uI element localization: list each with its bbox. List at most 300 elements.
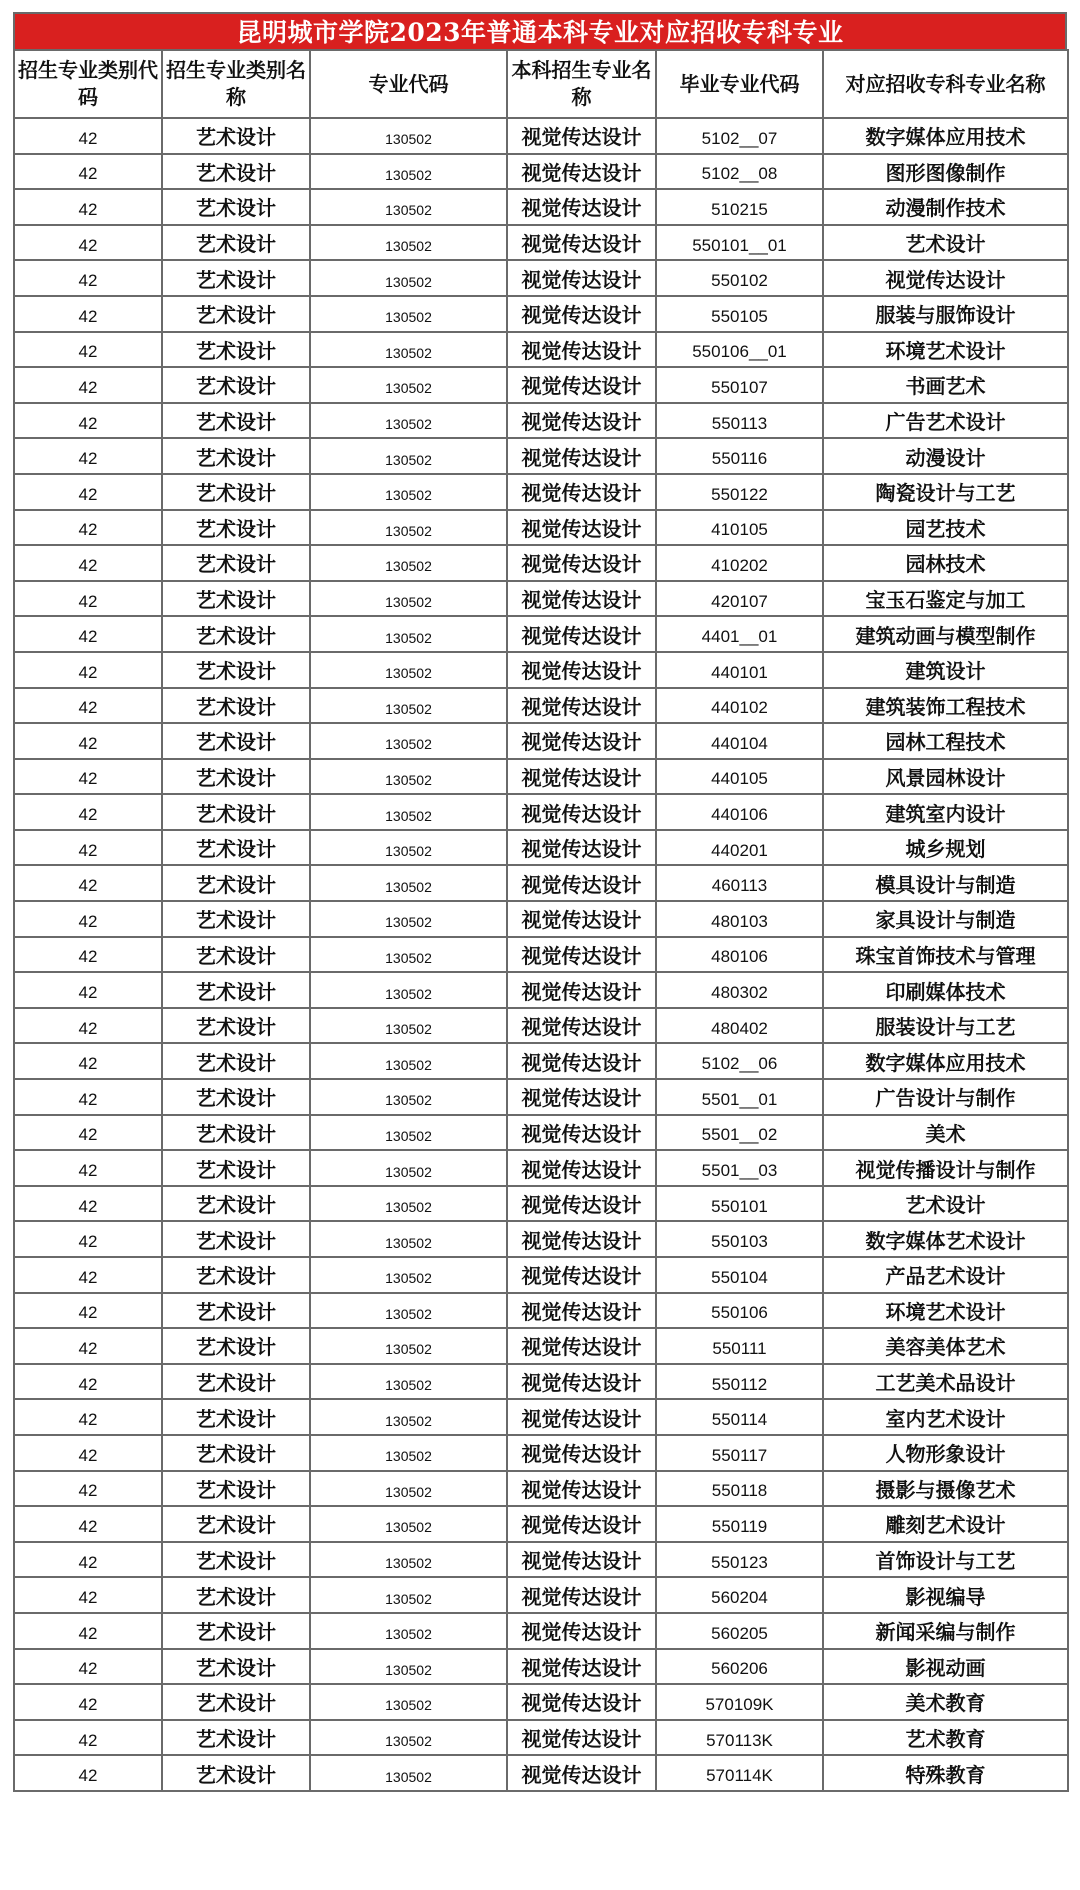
- graduate-code-cell: 440101: [656, 652, 823, 688]
- category-name-cell: 艺术设计: [162, 545, 310, 581]
- college-major-cell: 印刷媒体技术: [823, 972, 1068, 1008]
- category-code-cell: 42: [14, 118, 162, 154]
- category-code-cell: 42: [14, 1577, 162, 1613]
- college-major-cell: 建筑动画与模型制作: [823, 616, 1068, 652]
- college-major-cell: 人物形象设计: [823, 1435, 1068, 1471]
- major-code-cell: 130502: [310, 1008, 507, 1044]
- major-code-cell: 130502: [310, 1115, 507, 1151]
- major-name-cell: 视觉传达设计: [507, 1613, 656, 1649]
- header-category-name: 招生专业类别名称: [162, 50, 310, 118]
- major-code-cell: 130502: [310, 1293, 507, 1329]
- college-major-cell: 艺术设计: [823, 1186, 1068, 1222]
- category-name-cell: 艺术设计: [162, 972, 310, 1008]
- category-name-cell: 艺术设计: [162, 1115, 310, 1151]
- college-major-cell: 书画艺术: [823, 367, 1068, 403]
- major-name-cell: 视觉传达设计: [507, 652, 656, 688]
- table-row: [14, 510, 1068, 546]
- table-row: [14, 1435, 1068, 1471]
- graduate-code-cell: 410202: [656, 545, 823, 581]
- graduate-code-cell: 550118: [656, 1471, 823, 1507]
- major-name-cell: 视觉传达设计: [507, 1684, 656, 1720]
- major-code-cell: 130502: [310, 1542, 507, 1578]
- major-code-cell: 130502: [310, 118, 507, 154]
- category-code-cell: 42: [14, 1613, 162, 1649]
- major-code-cell: 130502: [310, 1150, 507, 1186]
- major-code-cell: 130502: [310, 1613, 507, 1649]
- table-row: [14, 474, 1068, 510]
- graduate-code-cell: 550113: [656, 403, 823, 439]
- table-row: [14, 1257, 1068, 1293]
- major-name-cell: 视觉传达设计: [507, 1043, 656, 1079]
- category-code-cell: 42: [14, 1043, 162, 1079]
- college-major-cell: 图形图像制作: [823, 154, 1068, 190]
- table-row: [14, 1755, 1068, 1791]
- major-name-cell: 视觉传达设计: [507, 1079, 656, 1115]
- category-code-cell: 42: [14, 1364, 162, 1400]
- college-major-cell: 视觉传播设计与制作: [823, 1150, 1068, 1186]
- major-name-cell: 视觉传达设计: [507, 1115, 656, 1151]
- category-name-cell: 艺术设计: [162, 901, 310, 937]
- table-row: [14, 1008, 1068, 1044]
- table-row: [14, 367, 1068, 403]
- major-code-cell: 130502: [310, 865, 507, 901]
- category-code-cell: 42: [14, 794, 162, 830]
- major-name-cell: 视觉传达设计: [507, 510, 656, 546]
- table-row: [14, 901, 1068, 937]
- major-name-cell: 视觉传达设计: [507, 1186, 656, 1222]
- major-name-cell: 视觉传达设计: [507, 403, 656, 439]
- college-major-cell: 园林技术: [823, 545, 1068, 581]
- graduate-code-cell: 5501__01: [656, 1079, 823, 1115]
- graduate-code-cell: 570113K: [656, 1720, 823, 1756]
- major-code-cell: 130502: [310, 1221, 507, 1257]
- category-code-cell: 42: [14, 403, 162, 439]
- major-name-cell: 视觉传达设计: [507, 118, 656, 154]
- table-row: [14, 1115, 1068, 1151]
- category-code-cell: 42: [14, 1471, 162, 1507]
- college-major-cell: 服装设计与工艺: [823, 1008, 1068, 1044]
- table-row: [14, 1293, 1068, 1329]
- category-code-cell: 42: [14, 1755, 162, 1791]
- major-code-cell: 130502: [310, 296, 507, 332]
- major-name-cell: 视觉传达设计: [507, 474, 656, 510]
- graduate-code-cell: 560204: [656, 1577, 823, 1613]
- major-code-cell: 130502: [310, 688, 507, 724]
- major-code-cell: 130502: [310, 616, 507, 652]
- graduate-code-cell: 550119: [656, 1506, 823, 1542]
- table-row: [14, 154, 1068, 190]
- major-code-cell: 130502: [310, 1328, 507, 1364]
- category-code-cell: 42: [14, 367, 162, 403]
- college-major-cell: 数字媒体应用技术: [823, 118, 1068, 154]
- major-name-cell: 视觉传达设计: [507, 1506, 656, 1542]
- major-code-cell: 130502: [310, 794, 507, 830]
- category-name-cell: 艺术设计: [162, 154, 310, 190]
- table-row: [14, 118, 1068, 154]
- college-major-cell: 雕刻艺术设计: [823, 1506, 1068, 1542]
- table-row: [14, 1506, 1068, 1542]
- category-code-cell: 42: [14, 688, 162, 724]
- college-major-cell: 建筑设计: [823, 652, 1068, 688]
- header-row: [14, 50, 1068, 118]
- graduate-code-cell: 550114: [656, 1399, 823, 1435]
- major-code-cell: 130502: [310, 652, 507, 688]
- graduate-code-cell: 480103: [656, 901, 823, 937]
- major-code-cell: 130502: [310, 403, 507, 439]
- graduate-code-cell: 550112: [656, 1364, 823, 1400]
- major-code-cell: 130502: [310, 332, 507, 368]
- college-major-cell: 陶瓷设计与工艺: [823, 474, 1068, 510]
- major-name-cell: 视觉传达设计: [507, 1471, 656, 1507]
- major-name-cell: 视觉传达设计: [507, 937, 656, 973]
- category-name-cell: 艺术设计: [162, 438, 310, 474]
- category-code-cell: 42: [14, 332, 162, 368]
- table-row: [14, 1542, 1068, 1578]
- category-name-cell: 艺术设计: [162, 1649, 310, 1685]
- category-name-cell: 艺术设计: [162, 937, 310, 973]
- category-name-cell: 艺术设计: [162, 652, 310, 688]
- category-name-cell: 艺术设计: [162, 688, 310, 724]
- table-row: [14, 1399, 1068, 1435]
- major-name-cell: 视觉传达设计: [507, 1257, 656, 1293]
- graduate-code-cell: 410105: [656, 510, 823, 546]
- category-code-cell: 42: [14, 225, 162, 261]
- category-name-cell: 艺术设计: [162, 1221, 310, 1257]
- table-row: [14, 545, 1068, 581]
- category-name-cell: 艺术设计: [162, 296, 310, 332]
- category-code-cell: 42: [14, 1399, 162, 1435]
- category-name-cell: 艺术设计: [162, 260, 310, 296]
- category-code-cell: 42: [14, 865, 162, 901]
- major-name-cell: 视觉传达设计: [507, 332, 656, 368]
- graduate-code-cell: 480302: [656, 972, 823, 1008]
- college-major-cell: 城乡规划: [823, 830, 1068, 866]
- table-row: [14, 1720, 1068, 1756]
- graduate-code-cell: 560206: [656, 1649, 823, 1685]
- major-code-cell: 130502: [310, 830, 507, 866]
- category-code-cell: 42: [14, 1008, 162, 1044]
- major-name-cell: 视觉传达设计: [507, 1542, 656, 1578]
- category-code-cell: 42: [14, 937, 162, 973]
- category-code-cell: 42: [14, 510, 162, 546]
- category-code-cell: 42: [14, 830, 162, 866]
- category-name-cell: 艺术设计: [162, 1008, 310, 1044]
- major-name-cell: 视觉传达设计: [507, 1720, 656, 1756]
- table-row: [14, 1150, 1068, 1186]
- major-code-cell: 130502: [310, 545, 507, 581]
- table-row: [14, 759, 1068, 795]
- table-row: [14, 1221, 1068, 1257]
- major-code-cell: 130502: [310, 225, 507, 261]
- major-name-cell: 视觉传达设计: [507, 1577, 656, 1613]
- category-code-cell: 42: [14, 652, 162, 688]
- college-major-cell: 摄影与摄像艺术: [823, 1471, 1068, 1507]
- category-code-cell: 42: [14, 1542, 162, 1578]
- table-row: [14, 438, 1068, 474]
- college-major-cell: 美容美体艺术: [823, 1328, 1068, 1364]
- major-code-cell: 130502: [310, 367, 507, 403]
- major-name-cell: 视觉传达设计: [507, 1435, 656, 1471]
- header-college-major-name: 对应招收专科专业名称: [823, 50, 1068, 118]
- category-name-cell: 艺术设计: [162, 723, 310, 759]
- table-row: [14, 652, 1068, 688]
- major-name-cell: 视觉传达设计: [507, 1008, 656, 1044]
- major-code-cell: 130502: [310, 1435, 507, 1471]
- document: [13, 12, 1067, 1792]
- category-code-cell: 42: [14, 1720, 162, 1756]
- category-name-cell: 艺术设计: [162, 1257, 310, 1293]
- college-major-cell: 风景园林设计: [823, 759, 1068, 795]
- college-major-cell: 动漫制作技术: [823, 189, 1068, 225]
- category-name-cell: 艺术设计: [162, 1471, 310, 1507]
- admission-table: [13, 49, 1069, 1792]
- graduate-code-cell: 440104: [656, 723, 823, 759]
- category-name-cell: 艺术设计: [162, 367, 310, 403]
- college-major-cell: 室内艺术设计: [823, 1399, 1068, 1435]
- major-code-cell: 130502: [310, 1684, 507, 1720]
- college-major-cell: 影视动画: [823, 1649, 1068, 1685]
- graduate-code-cell: 550106: [656, 1293, 823, 1329]
- category-code-cell: 42: [14, 260, 162, 296]
- category-name-cell: 艺术设计: [162, 1720, 310, 1756]
- category-name-cell: 艺术设计: [162, 1328, 310, 1364]
- category-name-cell: 艺术设计: [162, 1506, 310, 1542]
- table-row: [14, 296, 1068, 332]
- major-code-cell: 130502: [310, 972, 507, 1008]
- table-row: [14, 972, 1068, 1008]
- college-major-cell: 动漫设计: [823, 438, 1068, 474]
- graduate-code-cell: 560205: [656, 1613, 823, 1649]
- graduate-code-cell: 550106__01: [656, 332, 823, 368]
- college-major-cell: 珠宝首饰技术与管理: [823, 937, 1068, 973]
- major-name-cell: 视觉传达设计: [507, 1649, 656, 1685]
- category-name-cell: 艺术设计: [162, 1613, 310, 1649]
- college-major-cell: 工艺美术品设计: [823, 1364, 1068, 1400]
- graduate-code-cell: 550102: [656, 260, 823, 296]
- table-row: [14, 723, 1068, 759]
- graduate-code-cell: 570114K: [656, 1755, 823, 1791]
- major-name-cell: 视觉传达设计: [507, 296, 656, 332]
- college-major-cell: 新闻采编与制作: [823, 1613, 1068, 1649]
- major-name-cell: 视觉传达设计: [507, 260, 656, 296]
- major-name-cell: 视觉传达设计: [507, 901, 656, 937]
- category-code-cell: 42: [14, 759, 162, 795]
- table-row: [14, 1684, 1068, 1720]
- college-major-cell: 建筑装饰工程技术: [823, 688, 1068, 724]
- table-row: [14, 1577, 1068, 1613]
- table-row: [14, 1364, 1068, 1400]
- major-name-cell: 视觉传达设计: [507, 830, 656, 866]
- category-code-cell: 42: [14, 1115, 162, 1151]
- college-major-cell: 宝玉石鉴定与加工: [823, 581, 1068, 617]
- table-row: [14, 1649, 1068, 1685]
- major-code-cell: 130502: [310, 189, 507, 225]
- major-code-cell: 130502: [310, 937, 507, 973]
- table-row: [14, 581, 1068, 617]
- major-name-cell: 视觉传达设计: [507, 1364, 656, 1400]
- table-row: [14, 332, 1068, 368]
- major-name-cell: 视觉传达设计: [507, 1399, 656, 1435]
- table-row: [14, 830, 1068, 866]
- category-code-cell: 42: [14, 1257, 162, 1293]
- major-code-cell: 130502: [310, 154, 507, 190]
- graduate-code-cell: 570109K: [656, 1684, 823, 1720]
- category-code-cell: 42: [14, 723, 162, 759]
- graduate-code-cell: 480402: [656, 1008, 823, 1044]
- category-code-cell: 42: [14, 1150, 162, 1186]
- college-major-cell: 模具设计与制造: [823, 865, 1068, 901]
- category-name-cell: 艺术设计: [162, 510, 310, 546]
- college-major-cell: 环境艺术设计: [823, 332, 1068, 368]
- major-name-cell: 视觉传达设计: [507, 794, 656, 830]
- major-code-cell: 130502: [310, 474, 507, 510]
- category-code-cell: 42: [14, 154, 162, 190]
- college-major-cell: 视觉传达设计: [823, 260, 1068, 296]
- table-row: [14, 1613, 1068, 1649]
- category-name-cell: 艺术设计: [162, 1755, 310, 1791]
- category-code-cell: 42: [14, 1684, 162, 1720]
- table-row: [14, 403, 1068, 439]
- college-major-cell: 广告艺术设计: [823, 403, 1068, 439]
- graduate-code-cell: 550105: [656, 296, 823, 332]
- major-name-cell: 视觉传达设计: [507, 1150, 656, 1186]
- table-row: [14, 794, 1068, 830]
- category-name-cell: 艺术设计: [162, 865, 310, 901]
- major-code-cell: 130502: [310, 1755, 507, 1791]
- category-code-cell: 42: [14, 545, 162, 581]
- graduate-code-cell: 480106: [656, 937, 823, 973]
- category-name-cell: 艺术设计: [162, 1577, 310, 1613]
- college-major-cell: 艺术设计: [823, 225, 1068, 261]
- major-name-cell: 视觉传达设计: [507, 189, 656, 225]
- graduate-code-cell: 420107: [656, 581, 823, 617]
- graduate-code-cell: 550116: [656, 438, 823, 474]
- graduate-code-cell: 550107: [656, 367, 823, 403]
- major-code-cell: 130502: [310, 1471, 507, 1507]
- major-name-cell: 视觉传达设计: [507, 723, 656, 759]
- major-name-cell: 视觉传达设计: [507, 759, 656, 795]
- graduate-code-cell: 4401__01: [656, 616, 823, 652]
- category-name-cell: 艺术设计: [162, 794, 310, 830]
- header-major-name: 本科招生专业名称: [507, 50, 656, 118]
- category-code-cell: 42: [14, 1293, 162, 1329]
- college-major-cell: 园艺技术: [823, 510, 1068, 546]
- major-name-cell: 视觉传达设计: [507, 438, 656, 474]
- table-row: [14, 260, 1068, 296]
- table-row: [14, 865, 1068, 901]
- major-code-cell: 130502: [310, 438, 507, 474]
- category-code-cell: 42: [14, 1435, 162, 1471]
- major-name-cell: 视觉传达设计: [507, 545, 656, 581]
- category-name-cell: 艺术设计: [162, 616, 310, 652]
- graduate-code-cell: 550103: [656, 1221, 823, 1257]
- major-name-cell: 视觉传达设计: [507, 1293, 656, 1329]
- category-code-cell: 42: [14, 972, 162, 1008]
- table-row: [14, 1186, 1068, 1222]
- college-major-cell: 服装与服饰设计: [823, 296, 1068, 332]
- table-row: [14, 937, 1068, 973]
- category-name-cell: 艺术设计: [162, 1079, 310, 1115]
- category-name-cell: 艺术设计: [162, 830, 310, 866]
- graduate-code-cell: 440105: [656, 759, 823, 795]
- college-major-cell: 首饰设计与工艺: [823, 1542, 1068, 1578]
- college-major-cell: 数字媒体应用技术: [823, 1043, 1068, 1079]
- header-category-code: 招生专业类别代码: [14, 50, 162, 118]
- major-name-cell: 视觉传达设计: [507, 1221, 656, 1257]
- major-code-cell: 130502: [310, 1577, 507, 1613]
- graduate-code-cell: 5102__08: [656, 154, 823, 190]
- major-name-cell: 视觉传达设计: [507, 367, 656, 403]
- table-row: [14, 616, 1068, 652]
- category-name-cell: 艺术设计: [162, 581, 310, 617]
- table-row: [14, 1471, 1068, 1507]
- category-name-cell: 艺术设计: [162, 1435, 310, 1471]
- table-row: [14, 189, 1068, 225]
- major-name-cell: 视觉传达设计: [507, 616, 656, 652]
- category-name-cell: 艺术设计: [162, 225, 310, 261]
- category-code-cell: 42: [14, 1186, 162, 1222]
- category-name-cell: 艺术设计: [162, 118, 310, 154]
- category-name-cell: 艺术设计: [162, 1399, 310, 1435]
- category-code-cell: 42: [14, 1506, 162, 1542]
- major-code-cell: 130502: [310, 1649, 507, 1685]
- category-code-cell: 42: [14, 1221, 162, 1257]
- college-major-cell: 影视编导: [823, 1577, 1068, 1613]
- category-code-cell: 42: [14, 474, 162, 510]
- major-name-cell: 视觉传达设计: [507, 972, 656, 1008]
- college-major-cell: 广告设计与制作: [823, 1079, 1068, 1115]
- major-code-cell: 130502: [310, 723, 507, 759]
- category-name-cell: 艺术设计: [162, 1186, 310, 1222]
- category-code-cell: 42: [14, 1079, 162, 1115]
- major-code-cell: 130502: [310, 1257, 507, 1293]
- college-major-cell: 园林工程技术: [823, 723, 1068, 759]
- major-code-cell: 130502: [310, 1364, 507, 1400]
- college-major-cell: 建筑室内设计: [823, 794, 1068, 830]
- table-row: [14, 225, 1068, 261]
- graduate-code-cell: 550104: [656, 1257, 823, 1293]
- category-code-cell: 42: [14, 616, 162, 652]
- category-name-cell: 艺术设计: [162, 1364, 310, 1400]
- graduate-code-cell: 550111: [656, 1328, 823, 1364]
- college-major-cell: 家具设计与制造: [823, 901, 1068, 937]
- college-major-cell: 美术: [823, 1115, 1068, 1151]
- category-code-cell: 42: [14, 1649, 162, 1685]
- category-code-cell: 42: [14, 438, 162, 474]
- major-code-cell: 130502: [310, 510, 507, 546]
- graduate-code-cell: 550123: [656, 1542, 823, 1578]
- graduate-code-cell: 510215: [656, 189, 823, 225]
- category-name-cell: 艺术设计: [162, 1150, 310, 1186]
- header-graduate-code: 毕业专业代码: [656, 50, 823, 118]
- table-row: [14, 1328, 1068, 1364]
- graduate-code-cell: 5501__02: [656, 1115, 823, 1151]
- category-code-cell: 42: [14, 296, 162, 332]
- graduate-code-cell: 460113: [656, 865, 823, 901]
- college-major-cell: 环境艺术设计: [823, 1293, 1068, 1329]
- category-code-cell: 42: [14, 901, 162, 937]
- major-name-cell: 视觉传达设计: [507, 1328, 656, 1364]
- major-code-cell: 130502: [310, 901, 507, 937]
- major-name-cell: 视觉传达设计: [507, 1755, 656, 1791]
- major-code-cell: 130502: [310, 260, 507, 296]
- major-code-cell: 130502: [310, 1506, 507, 1542]
- major-name-cell: 视觉传达设计: [507, 865, 656, 901]
- major-name-cell: 视觉传达设计: [507, 154, 656, 190]
- major-code-cell: 130502: [310, 759, 507, 795]
- major-name-cell: 视觉传达设计: [507, 225, 656, 261]
- category-name-cell: 艺术设计: [162, 189, 310, 225]
